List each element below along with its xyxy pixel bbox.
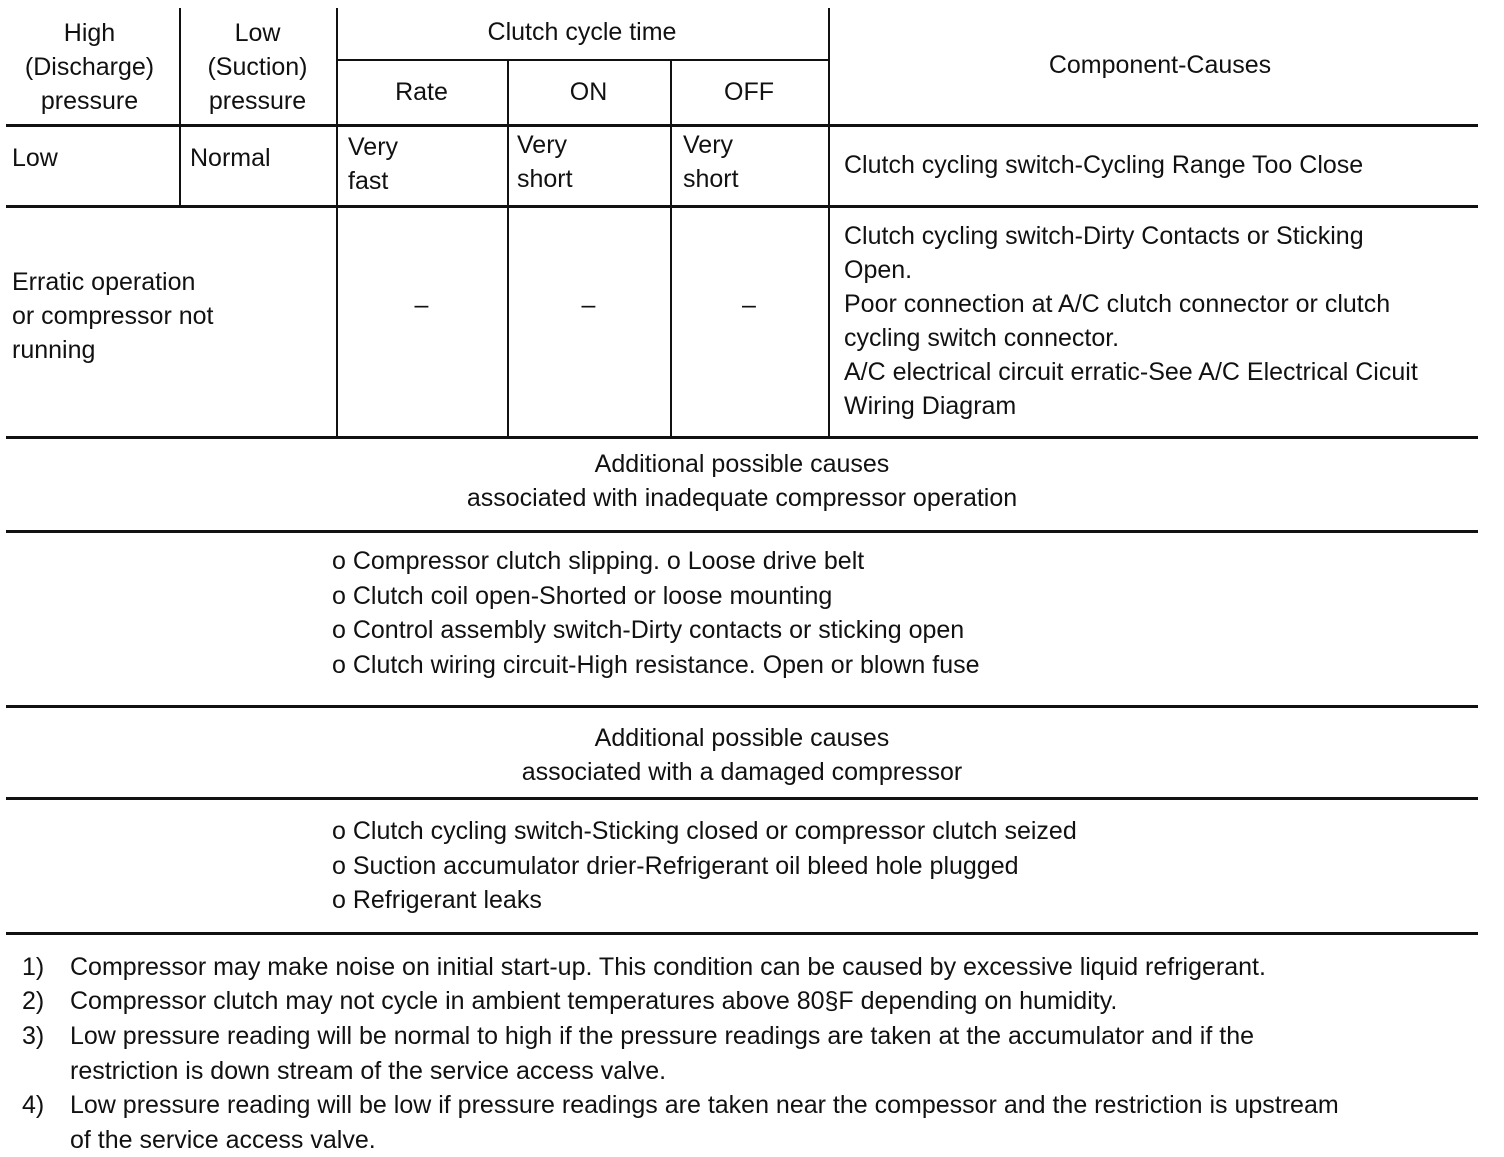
row1-causes: Clutch cycling switch-Cycling Range Too Close bbox=[844, 151, 1364, 179]
note-4-text: Low pressure reading will be low if pressure readings are taken near the compessor and the restriction is upstream of the service access valve. bbox=[70, 1091, 1339, 1154]
row1-low-pressure: Normal bbox=[190, 144, 271, 172]
row1-bottom-rule bbox=[6, 205, 1478, 208]
row2-condition: Erratic operation or compressor not running bbox=[12, 268, 214, 364]
header-on: ON bbox=[569, 78, 608, 106]
header-off: OFF bbox=[724, 78, 774, 106]
section2-list bbox=[332, 814, 1077, 918]
note-3-text: Low pressure reading will be normal to high if the pressure readings are taken at the accumulator and if the restriction is down stream of the service access valve. bbox=[70, 1022, 1254, 1085]
row1-high-pressure: Low bbox=[12, 144, 58, 172]
header-clutch-cycle-time: Clutch cycle time bbox=[487, 18, 677, 46]
list-item: o Suction accumulator drier-Refrigerant oil bleed hole plugged bbox=[332, 851, 1019, 880]
section1-heading: Additional possible causes associated with inadequate compressor operation bbox=[466, 450, 1018, 512]
row2-off: – bbox=[742, 291, 756, 319]
section2-heading-rule bbox=[6, 797, 1478, 800]
note-1-number: 1) bbox=[22, 953, 45, 981]
row2-rate: – bbox=[414, 291, 429, 319]
header-low-pressure: Low (Suction) pressure bbox=[207, 19, 308, 115]
note-3-number: 3) bbox=[22, 1022, 45, 1050]
row1-rate: Very fast bbox=[348, 133, 399, 195]
header-component-causes: Component-Causes bbox=[1048, 51, 1272, 79]
note-2-number: 2) bbox=[22, 987, 45, 1015]
list-item: o Clutch cycling switch-Sticking closed or compressor clutch seized bbox=[332, 817, 1077, 845]
section1-heading-rule bbox=[6, 530, 1478, 533]
header-bottom-rule bbox=[6, 124, 1478, 127]
clutch-subheader-line bbox=[336, 59, 830, 61]
row1-off: Very short bbox=[683, 131, 739, 193]
section2-bottom-rule bbox=[6, 932, 1478, 935]
note-2-text: Compressor clutch may not cycle in ambient temperatures above 80§F depending on humidity. bbox=[70, 987, 1118, 1015]
row1-on: Very short bbox=[517, 131, 573, 193]
list-item: o Clutch wiring circuit-High resistance. Open or blown fuse bbox=[332, 650, 980, 679]
row2-on: – bbox=[581, 291, 596, 319]
note-1-text: Compressor may make noise on initial start-up. This condition can be caused by excessive liquid refrigerant. bbox=[70, 953, 1266, 981]
row2-causes: Clutch cycling switch-Dirty Contacts or Sticking Open. Poor connection at A/C clutch connector or clutch cycling switch connector. A/C electrical circuit erratic-See A/C Electrical Cicuit Wiring Diagram bbox=[844, 222, 1418, 420]
col-divider-4 bbox=[670, 60, 672, 438]
header-rate: Rate bbox=[395, 78, 448, 106]
list-item: o Compressor clutch slipping. o Loose drive belt bbox=[332, 547, 865, 575]
section1-list bbox=[332, 544, 980, 682]
section1-bottom-rule bbox=[6, 705, 1478, 708]
col-divider-3 bbox=[507, 60, 509, 438]
header-high-pressure: High (Discharge) pressure bbox=[24, 19, 155, 115]
list-item: o Refrigerant leaks bbox=[332, 886, 542, 914]
note-4-number: 4) bbox=[22, 1091, 45, 1119]
table-bottom-rule bbox=[6, 436, 1478, 439]
section2-heading: Additional possible causes associated with a damaged compressor bbox=[521, 724, 963, 786]
list-item: o Control assembly switch-Dirty contacts or sticking open bbox=[332, 616, 965, 644]
list-item: o Clutch coil open-Shorted or loose mounting bbox=[332, 581, 833, 610]
col-divider-2 bbox=[336, 8, 338, 438]
